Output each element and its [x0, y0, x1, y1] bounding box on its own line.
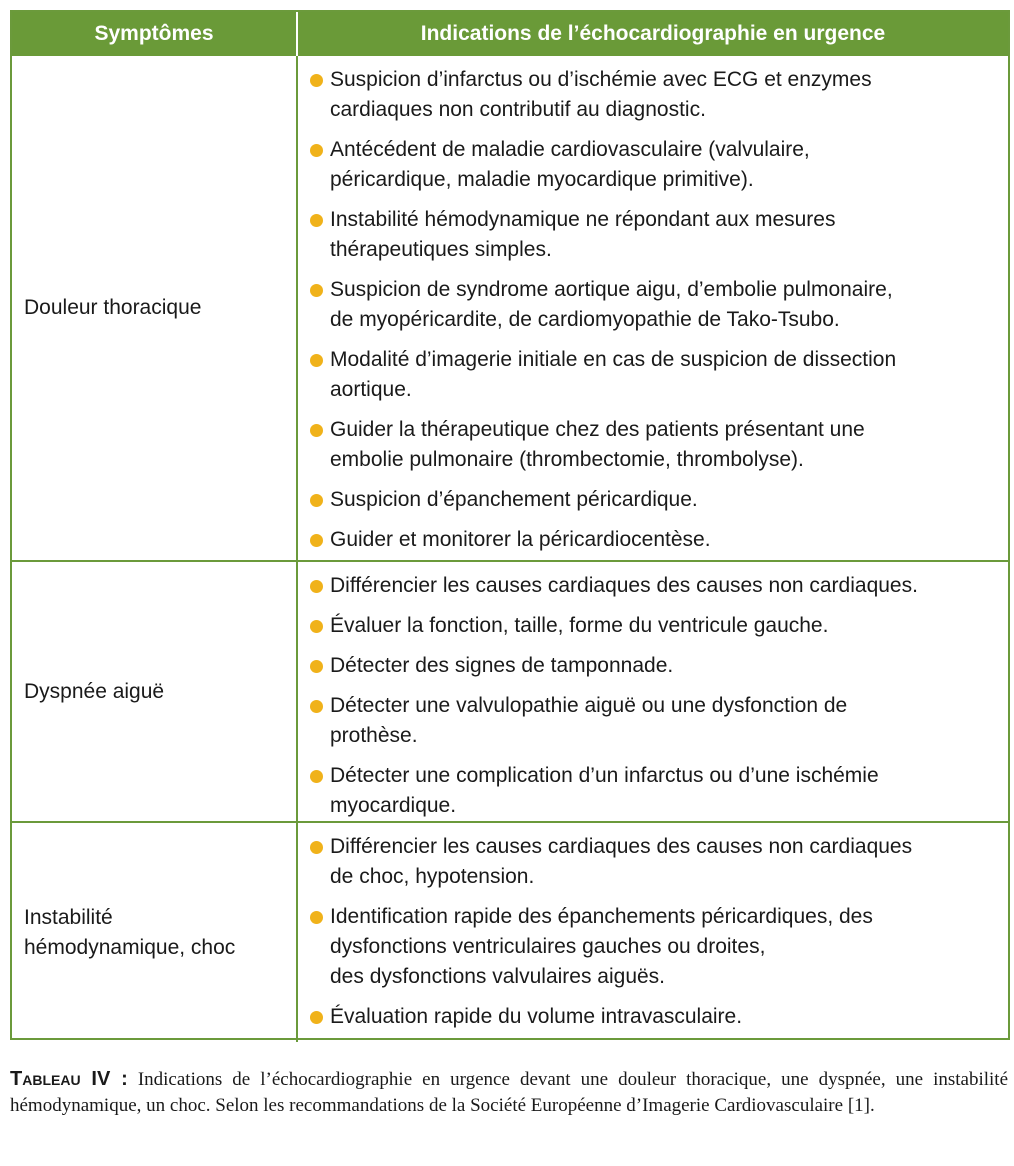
indication-line: Suspicion d’infarctus ou d’ischémie avec ECG et enzymes: [330, 68, 872, 91]
indication-line: Détecter une complication d’un infarctus ou d’une ischémie: [330, 764, 879, 787]
indication-line: myocardique.: [330, 794, 457, 817]
indication-line: Guider la thérapeutique chez des patients présentant une: [330, 418, 865, 441]
table-caption: [10, 1066, 1008, 1119]
bullet-dot-icon: [310, 214, 323, 227]
table-header: [12, 12, 1008, 56]
bullet-dot-icon: [310, 424, 323, 437]
bullet-dot-icon: [310, 354, 323, 367]
indication-line: dysfonctions ventriculaires gauches ou droites,: [330, 935, 766, 958]
symptom-line: Dyspnée aiguë: [24, 679, 165, 703]
indications-cell: [298, 823, 1008, 1042]
list-item: [310, 65, 998, 125]
indication-line: Suspicion d’épanchement péricardique.: [330, 488, 698, 511]
indications-table: [10, 10, 1010, 1040]
bullet-dot-icon: [310, 700, 323, 713]
list-item: [310, 275, 998, 335]
bullet-dot-icon: [310, 144, 323, 157]
symptom-line: Instabilité: [24, 905, 113, 929]
bullet-dot-icon: [310, 660, 323, 673]
indication-line: thérapeutiques simples.: [330, 238, 552, 261]
bullet-dot-icon: [310, 494, 323, 507]
indication-line: Instabilité hémodynamique ne répondant aux mesures: [330, 208, 836, 231]
caption-label: Tableau IV :: [10, 1068, 128, 1090]
indications-list: [310, 571, 998, 821]
list-item: [310, 761, 998, 821]
bullet-dot-icon: [310, 580, 323, 593]
indication-line: de choc, hypotension.: [330, 865, 535, 888]
table-row: [12, 560, 1008, 821]
indication-line: de myopéricardite, de cardiomyopathie de Tako-Tsubo.: [330, 308, 840, 331]
symptom-line: hémodynamique, choc: [24, 935, 236, 959]
caption-text: Indications de l’échocardiographie en urgence devant une douleur thoracique, une dyspnée, une instabilité hémodynamique, un choc. Selon les recommandations de la Société Européenne d’Imagerie Cardiovasculaire [1].: [10, 1069, 1009, 1116]
indication-line: embolie pulmonaire (thrombectomie, thrombolyse).: [330, 448, 804, 471]
list-item: [310, 345, 998, 405]
indication-line: cardiaques non contributif au diagnostic.: [330, 98, 706, 121]
header-indications: Indications de l’échocardiographie en urgence: [420, 22, 886, 45]
symptom-cell: [12, 562, 298, 821]
bullet-dot-icon: [310, 534, 323, 547]
indication-line: aortique.: [330, 378, 412, 401]
list-item: [310, 651, 998, 681]
indication-line: des dysfonctions valvulaires aiguës.: [330, 965, 666, 988]
symptom-line: Douleur thoracique: [24, 296, 202, 319]
bullet-dot-icon: [310, 284, 323, 297]
indication-line: Modalité d’imagerie initiale en cas de suspicion de dissection: [330, 348, 897, 371]
list-item: [310, 611, 998, 641]
symptom-label: [24, 677, 164, 707]
list-item: [310, 485, 998, 515]
symptom-label: [24, 293, 201, 323]
bullet-dot-icon: [310, 841, 323, 854]
indication-line: Différencier les causes cardiaques des causes non cardiaques: [330, 835, 913, 858]
indications-list: [310, 832, 998, 1032]
indication-line: Différencier les causes cardiaques des causes non cardiaques.: [330, 574, 918, 597]
symptom-cell: [12, 56, 298, 560]
list-item: [310, 1002, 998, 1032]
indication-line: prothèse.: [330, 724, 418, 747]
list-item: [310, 135, 998, 195]
list-item: [310, 691, 998, 751]
bullet-dot-icon: [310, 911, 323, 924]
indication-line: Identification rapide des épanchements péricardiques, des: [330, 905, 873, 928]
bullet-dot-icon: [310, 74, 323, 87]
bullet-dot-icon: [310, 1011, 323, 1024]
indication-line: Guider et monitorer la péricardiocentèse.: [330, 528, 711, 551]
indication-line: Évaluer la fonction, taille, forme du ventricule gauche.: [330, 614, 829, 637]
header-symptoms: Symptômes: [12, 12, 298, 56]
indication-line: péricardique, maladie myocardique primitive).: [330, 168, 754, 191]
table-row: [12, 56, 1008, 560]
indication-line: Détecter des signes de tamponnade.: [330, 654, 674, 677]
symptom-label: [24, 903, 235, 963]
table-row: [12, 821, 1008, 1042]
list-item: [310, 832, 998, 892]
indications-list: [310, 65, 998, 555]
indication-line: Évaluation rapide du volume intravasculaire.: [330, 1005, 743, 1028]
list-item: [310, 902, 998, 992]
indication-line: Suspicion de syndrome aortique aigu, d’embolie pulmonaire,: [330, 278, 893, 301]
list-item: [310, 525, 998, 555]
list-item: [310, 205, 998, 265]
list-item: [310, 571, 998, 601]
symptom-cell: [12, 823, 298, 1042]
indications-cell: [298, 562, 1008, 821]
list-item: [310, 415, 998, 475]
indication-line: Antécédent de maladie cardiovasculaire (valvulaire,: [330, 138, 810, 161]
indications-cell: [298, 56, 1008, 560]
bullet-dot-icon: [310, 770, 323, 783]
bullet-dot-icon: [310, 620, 323, 633]
indication-line: Détecter une valvulopathie aiguë ou une dysfonction de: [330, 694, 848, 717]
